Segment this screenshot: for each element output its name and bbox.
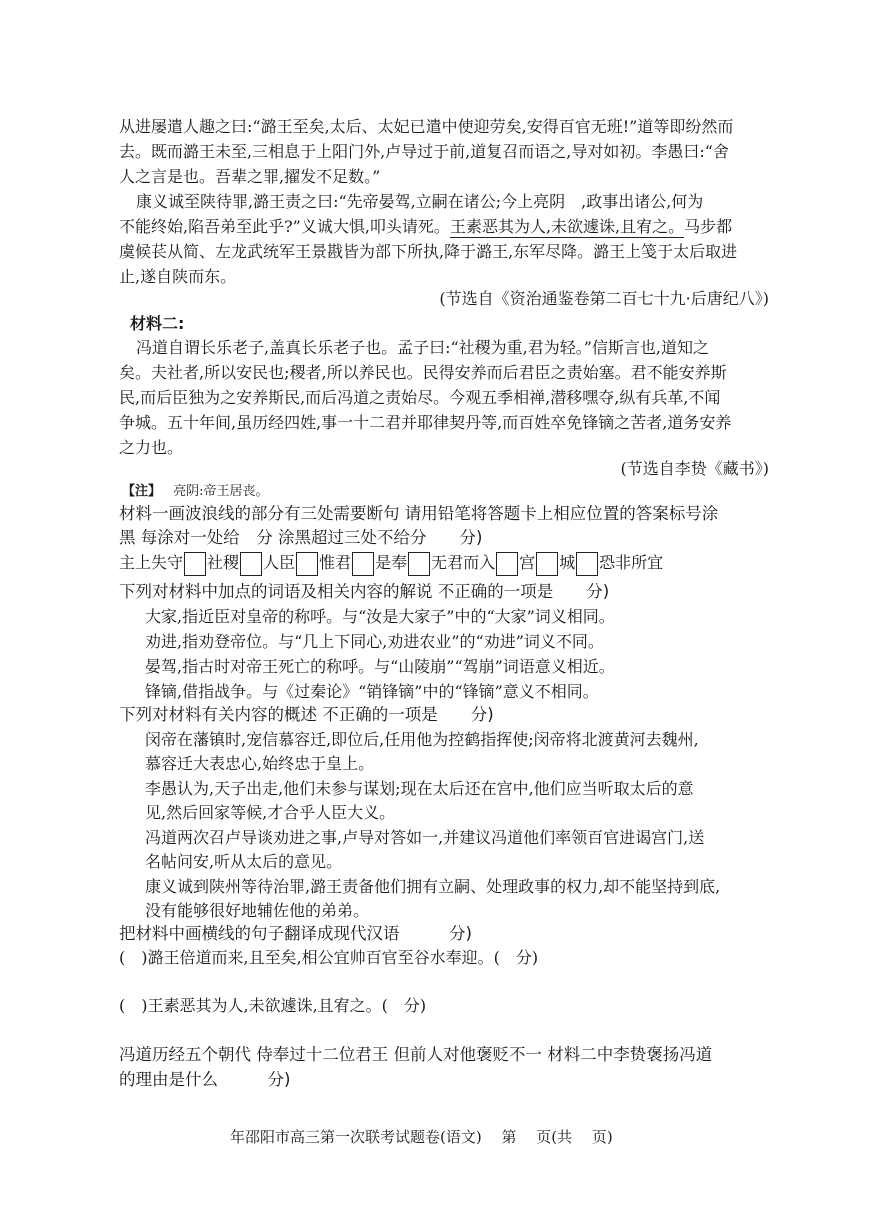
q3-option-c-line2: 名帖问安,听从太后的意见。 xyxy=(145,852,343,871)
segment-text: 人臣 xyxy=(263,553,296,572)
q1-segments xyxy=(119,550,663,576)
material1-p2-line1: 康义诚至陕待罪,潞王责之曰:“先帝晏驾,立嗣在诸公;今上亮阴 ,政事出诸公,何为 xyxy=(136,192,704,211)
q4-stem: 把材料中画横线的句子翻译成现代汉语 分) xyxy=(119,924,472,943)
note xyxy=(122,480,269,504)
material2-line5: 之力也。 xyxy=(119,438,184,457)
q3-option-b-line2: 见,然后回家等候,才合乎人臣大义。 xyxy=(145,803,396,822)
material2-label: 材料二: xyxy=(130,314,185,333)
material1-source: (节选自《资治通鉴卷第二百七十九·后唐纪八》) xyxy=(439,289,769,308)
answer-box[interactable] xyxy=(536,552,558,576)
segment-text: 是奉 xyxy=(375,553,408,572)
material1-p2-line4: 止,遂自陕而东。 xyxy=(119,267,237,286)
answer-box[interactable] xyxy=(352,552,374,576)
q3-stem: 下列对材料有关内容的概述 不正确的一项是 分) xyxy=(119,705,494,724)
q3-option-b-line1: 李愚认为,天子出走,他们未参与谋划;现在太后还在宫中,他们应当听取太后的意 xyxy=(145,779,694,798)
answer-box[interactable] xyxy=(240,552,262,576)
material1-p2-line2-tail: 马步都 xyxy=(684,217,733,236)
segment-text: 主上失守 xyxy=(119,553,184,572)
q5-stem-line1: 冯道历经五个朝代 侍奉过十二位君王 但前人对他褒贬不一 材料二中李贽褒扬冯道 xyxy=(119,1045,713,1064)
q3-option-a-line2: 慕容迁大表忠心,始终忠于皇上。 xyxy=(145,754,375,773)
q4-sentence-1: ( )潞王倍道而来,且至矣,相公宜帅百官至谷水奉迎。( 分) xyxy=(119,948,539,967)
q2-option-a: 大家,指近臣对皇帝的称呼。与“汝是大家子”中的“大家”词义相同。 xyxy=(145,607,615,626)
answer-box[interactable] xyxy=(576,552,598,576)
segment-text: 城 xyxy=(559,553,576,572)
note-label: 【注】 xyxy=(122,484,162,499)
material1-p1-line2: 去。既而潞王未至,三相息于上阳门外,卢导过于前,道复召而语之,导对如初。李愚曰:“舍 xyxy=(119,142,729,161)
q2-option-c: 晏驾,指古时对帝王死亡的称呼。与“山陵崩”“驾崩”词语意义相近。 xyxy=(145,657,615,676)
material1-p2-line2-head: 不能终始,陷吾弟至此乎?”义诚大惧,叩头请死。 xyxy=(119,217,450,236)
q2-option-b: 劝进,指劝登帝位。与“几上下同心,劝进农业”的“劝进”词义不同。 xyxy=(145,632,604,651)
segment-text: 惟君 xyxy=(319,553,352,572)
q3-option-d-line2: 没有能够很好地辅佐他的弟弟。 xyxy=(145,901,370,920)
material2-line2: 矣。夫社者,所以安民也;稷者,所以养民也。民得安养而后君臣之责始塞。君不能安养斯 xyxy=(119,363,727,382)
answer-box[interactable] xyxy=(296,552,318,576)
answer-box[interactable] xyxy=(496,552,518,576)
q2-stem: 下列对材料中加点的词语及相关内容的解说 不正确的一项是 分) xyxy=(119,582,610,601)
segment-text: 宫 xyxy=(519,553,536,572)
q3-option-d-line1: 康义诚到陕州等待治罪,潞王责备他们拥有立嗣、处理政事的权力,却不能坚持到底, xyxy=(145,877,721,896)
q3-option-a-line1: 闵帝在藩镇时,宠信慕容迁,即位后,任用他为控鹤指挥使;闵帝将北渡黄河去魏州, xyxy=(145,730,699,749)
material2-source: (节选自李贽《藏书》) xyxy=(620,459,769,478)
q3-option-c-line1: 冯道两次召卢导谈劝进之事,卢导对答如一,并建议冯道他们率领百官进谒宫门,送 xyxy=(145,828,705,847)
underlined-sentence: 王素恶其为人,未欲遽诛,且宥之。 xyxy=(449,217,685,236)
q1-stem-line2: 黑 每涂对一处给 分 涂黑超过三处不给分 分) xyxy=(119,528,483,547)
material1-p1-line3: 人之言是也。吾辈之罪,擢发不足数。” xyxy=(119,167,381,186)
q4-sentence-2: ( )王素恶其为人,未欲遽诛,且宥之。( 分) xyxy=(119,996,427,1015)
material2-line3: 民,而后臣独为之安养斯民,而后冯道之责始尽。今观五季相禅,潜移嘿夺,纵有兵革,不闻 xyxy=(119,388,721,407)
material1-p2-line3: 虞候苌从简、左龙武统军王景戡皆为部下所执,降于潞王,东军尽降。潞王上笺于太后取进 xyxy=(119,242,738,261)
material1-p2-line2 xyxy=(119,215,732,239)
material2-line4: 争城。五十年间,虽历经四姓,事一十二君并耶律契丹等,而百姓卒免锋镝之苦者,道务安养 xyxy=(119,413,732,432)
page-footer: 年邵阳市高三第一次联考试题卷(语文) 第 页(共 页) xyxy=(230,1128,613,1146)
answer-box[interactable] xyxy=(184,552,206,576)
material1-p1-line1: 从进屡遣人趣之曰:“潞王至矣,太后、太妃已遣中使迎劳矣,安得百官无班!”道等即纷然而 xyxy=(119,117,734,136)
q5-stem-line2: 的理由是什么 分) xyxy=(119,1070,291,1089)
note-text: 亮阴:帝王居丧。 xyxy=(173,484,269,499)
q2-option-d: 锋镝,借指战争。与《过秦论》“销锋镝”中的“锋镝”意义不相同。 xyxy=(145,682,599,701)
segment-text: 社稷 xyxy=(207,553,240,572)
q1-stem-line1: 材料一画波浪线的部分有三处需要断句 请用铅笔将答题卡上相应位置的答案标号涂 xyxy=(119,504,719,523)
answer-box[interactable] xyxy=(408,552,430,576)
segment-text: 恐非所宜 xyxy=(599,553,664,572)
segment-text: 无君而入 xyxy=(431,553,496,572)
material2-line1: 冯道自谓长乐老子,盖真长乐老子也。孟子曰:“社稷为重,君为轻。”信斯言也,道知之 xyxy=(136,338,710,357)
